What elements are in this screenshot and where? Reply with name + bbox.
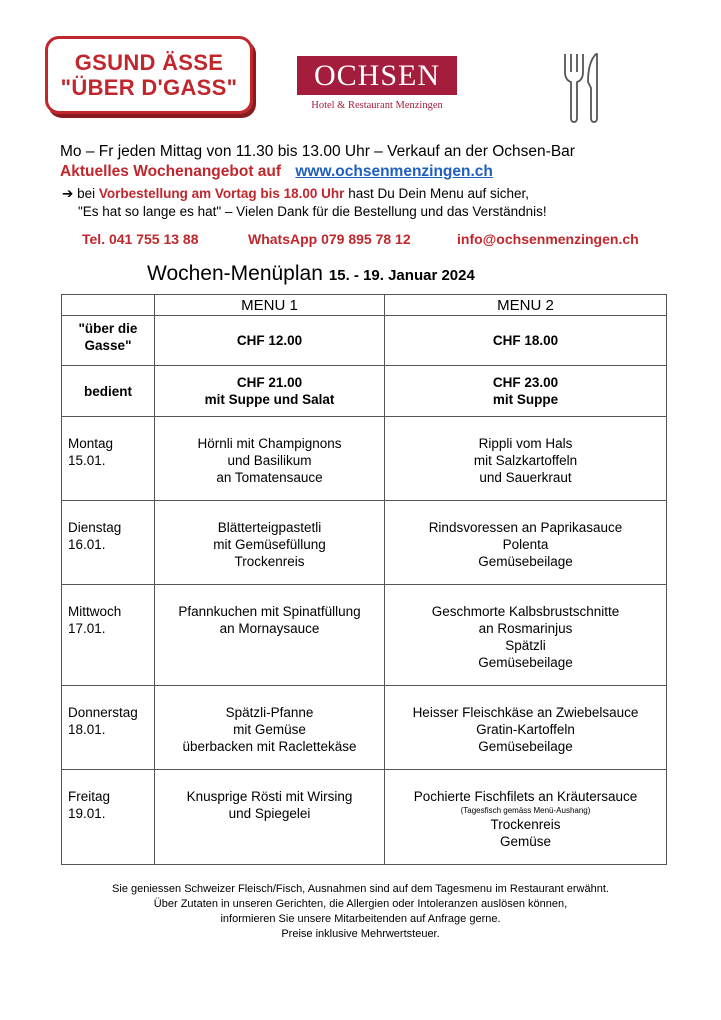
dish-line: mit Salzkartoffeln [473, 453, 578, 468]
preorder-line [62, 186, 529, 202]
menu-2-dish [385, 686, 667, 770]
slogan-line-1: GSUND ÄSSE [74, 50, 224, 75]
menu-1-dish [155, 417, 385, 501]
dish-line: mit Gemüse [233, 722, 306, 737]
footer-line: Preise inklusive Mehrwertsteuer. [281, 928, 440, 940]
weekly-offer-line [60, 163, 493, 181]
logo-name: OCHSEN [313, 58, 440, 92]
gasse-price-row [62, 316, 667, 366]
dish-line: Gemüse [499, 834, 552, 849]
bedient-note-menu-2: mit Suppe [492, 392, 559, 407]
title-dates: 15. - 19. Januar 2024 [328, 267, 475, 284]
bedient-price-menu-2: CHF 23.00 [492, 375, 559, 390]
footer-notes [0, 882, 721, 942]
bedient-price-menu-1: CHF 21.00 [236, 375, 303, 390]
slogan-line-2: "ÜBER D'GASS" [60, 75, 238, 100]
dish-line: und Spiegelei [228, 806, 311, 821]
preorder-post: hast Du Dein Menu auf sicher, [348, 186, 530, 201]
bedient-price-row [62, 366, 667, 417]
dish-line: Trockenreis [234, 554, 305, 569]
bedient-cell-menu-1 [155, 366, 385, 417]
table-header-row [62, 295, 667, 316]
day-cell [62, 585, 155, 686]
day-name: Freitag [68, 789, 111, 804]
dish-line: Gratin-Kartoffeln [476, 722, 575, 737]
day-name: Dienstag [68, 520, 122, 535]
bedient-note-menu-1: mit Suppe und Salat [204, 392, 335, 407]
dish-line: mit Gemüsefüllung [213, 537, 326, 552]
menu-2-dish [385, 417, 667, 501]
table-row-thursday [62, 686, 667, 770]
email-address[interactable]: info@ochsenmenzingen.ch [457, 231, 639, 247]
dish-line: an Rosmarinjus [478, 621, 573, 636]
thanks-line: "Es hat so lange es hat" – Vielen Dank für die Bestellung und das Verständnis! [78, 204, 547, 219]
gasse-price-menu-2: CHF 18.00 [385, 316, 667, 366]
header-empty-cell [62, 295, 155, 316]
day-cell [62, 501, 155, 585]
day-date: 15.01. [68, 453, 106, 468]
table-row-tuesday [62, 501, 667, 585]
dish-line: Gemüsebeilage [478, 655, 573, 670]
dish-line: Spätzli [505, 638, 546, 653]
table-row-wednesday [62, 585, 667, 686]
dish-note: (Tagesfisch gemäss Menü-Aushang) [460, 806, 591, 815]
day-date: 19.01. [68, 806, 106, 821]
fork-knife-icon [560, 52, 604, 124]
day-date: 18.01. [68, 722, 106, 737]
dish-line: Gemüsebeilage [478, 739, 573, 754]
dish-line: Knusprige Rösti mit Wirsing [186, 789, 353, 804]
day-name: Mittwoch [68, 604, 122, 619]
preorder-pre: bei [77, 186, 96, 201]
menu-2-dish [385, 501, 667, 585]
menu-table [61, 294, 667, 865]
title-main: Wochen-Menüplan [147, 262, 323, 285]
ochsen-logo [297, 56, 457, 95]
preorder-deadline: Vorbestellung am Vortag bis 18.00 Uhr [98, 186, 345, 201]
dish-line: Trockenreis [490, 817, 561, 832]
dish-line: Polenta [502, 537, 549, 552]
footer-line: informieren Sie unsere Mitarbeitenden auf Anfrage gerne. [220, 913, 501, 925]
day-cell [62, 770, 155, 865]
header-menu-1: MENU 1 [155, 295, 385, 316]
dish-line: Spätzli-Pfanne [225, 705, 314, 720]
table-row-monday [62, 417, 667, 501]
dish-line: Blätterteigpastetli [217, 520, 322, 535]
day-cell [62, 686, 155, 770]
dish-line: Hörnli mit Champignons [197, 436, 342, 451]
day-date: 17.01. [68, 621, 106, 636]
day-name: Donnerstag [68, 705, 138, 720]
bedient-cell-menu-2 [385, 366, 667, 417]
opening-hours: Mo – Fr jeden Mittag von 11.30 bis 13.00 Uhr – Verkauf an der Ochsen-Bar [60, 143, 575, 160]
dish-line: und Basilikum [227, 453, 312, 468]
logo-subtitle: Hotel & Restaurant Menzingen [311, 100, 443, 111]
website-link[interactable]: www.ochsenmenzingen.ch [295, 163, 493, 180]
day-cell [62, 417, 155, 501]
gasse-price-menu-1: CHF 12.00 [155, 316, 385, 366]
slogan-badge [45, 36, 253, 114]
dish-line: an Tomatensauce [216, 470, 323, 485]
dish-line: Geschmorte Kalbsbrustschnitte [431, 604, 620, 619]
day-name: Montag [68, 436, 114, 451]
dish-line: Gemüsebeilage [478, 554, 573, 569]
menu-1-dish [155, 585, 385, 686]
weekly-offer-text: Aktuelles Wochenangebot auf [60, 163, 282, 180]
dish-line: und Sauerkraut [479, 470, 572, 485]
arrow-right-icon: ➔ [62, 186, 74, 201]
menu-2-dish [385, 585, 667, 686]
whatsapp-number[interactable]: WhatsApp 079 895 78 12 [248, 231, 411, 247]
page-title [147, 262, 475, 286]
day-date: 16.01. [68, 537, 106, 552]
gasse-label: "über die Gasse" [62, 316, 155, 366]
dish-line: an Mornaysauce [219, 621, 320, 636]
phone-number[interactable]: Tel. 041 755 13 88 [82, 231, 199, 247]
table-row-friday [62, 770, 667, 865]
dish-line: Pochierte Fischfilets an Kräutersauce [413, 789, 638, 804]
dish-line: Heisser Fleischkäse an Zwiebelsauce [412, 705, 639, 720]
dish-line: Rindsvoressen an Paprikasauce [428, 520, 623, 535]
footer-line: Über Zutaten in unseren Gerichten, die Allergien oder Intoleranzen auslösen können, [153, 898, 568, 910]
header-menu-2: MENU 2 [385, 295, 667, 316]
menu-1-dish [155, 686, 385, 770]
dish-line: Rippli vom Hals [478, 436, 573, 451]
bedient-label: bedient [62, 366, 155, 417]
dish-line: überbacken mit Raclettekäse [182, 739, 357, 754]
footer-line: Sie geniessen Schweizer Fleisch/Fisch, Ausnahmen sind auf dem Tagesmenu im Restaurant erwähnt. [112, 883, 609, 895]
menu-1-dish [155, 501, 385, 585]
dish-line: Pfannkuchen mit Spinatfüllung [178, 604, 361, 619]
menu-1-dish [155, 770, 385, 865]
menu-2-dish [385, 770, 667, 865]
